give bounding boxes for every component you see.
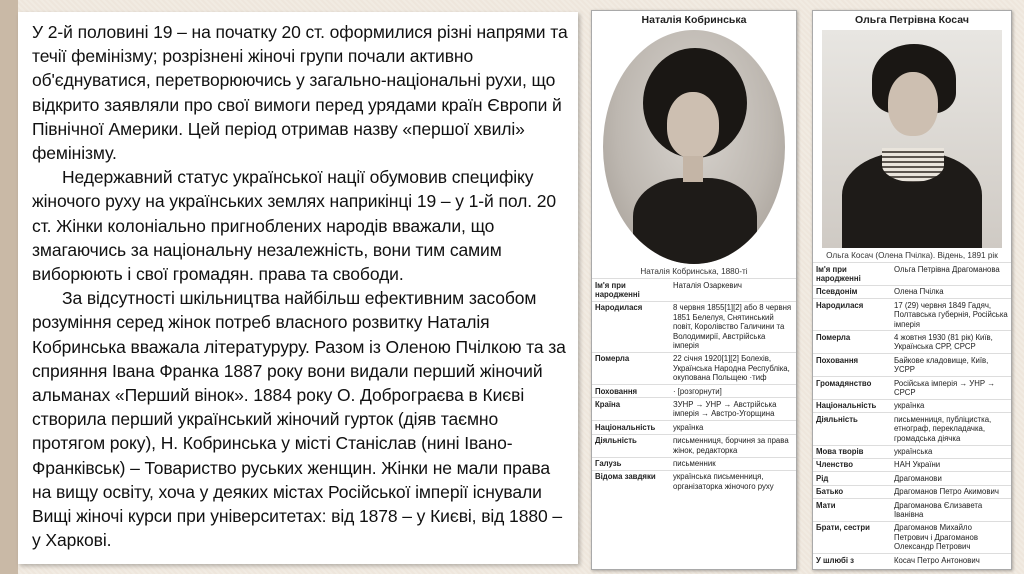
- infobox-key: Членство: [813, 458, 891, 471]
- infobox-value[interactable]: · [розгорнути]: [670, 385, 796, 398]
- infobox-value[interactable]: Ольга Петрівна Драгоманова: [891, 263, 1011, 286]
- paragraph-2: Недержавний статус української нації обумовив специфіку жіночого руху на українських землях наприкінці 19 – у 1-й пол. 20 ст. Жінки колоніально пригноблених народів вважали, що змагаючись за національну незалежність, вони тим самим виборюють і свої громадян. права та свободи.: [32, 167, 556, 285]
- infobox-key: Поховання: [592, 385, 670, 398]
- infobox-table: [592, 278, 796, 493]
- infobox-row: [813, 299, 1011, 331]
- infobox-row: [592, 398, 796, 421]
- infobox-key: Псевдонім: [813, 285, 891, 298]
- infobox-value[interactable]: Драгоманов Петро Акимович: [891, 485, 1011, 498]
- infobox-value[interactable]: українська: [891, 445, 1011, 458]
- infobox-value[interactable]: Косач Петро Антонович: [891, 554, 1011, 567]
- infobox-row: [813, 263, 1011, 286]
- infobox-value[interactable]: Байкове кладовище, Київ, УСРР: [891, 354, 1011, 377]
- infobox-row: [592, 279, 796, 302]
- portrait-caption: Ольга Косач (Олена Пчілка). Відень, 1891 рік: [826, 251, 998, 260]
- infobox-row: [813, 485, 1011, 498]
- infobox-value[interactable]: українка: [891, 399, 1011, 412]
- infobox-value[interactable]: 17 (29) червня 1849 Гадяч, Полтавська губернія, Російська імперія: [891, 299, 1011, 331]
- text-panel: [18, 12, 578, 564]
- infobox-key: Громадянство: [813, 377, 891, 400]
- infobox-row: [813, 413, 1011, 445]
- infobox-key: Відома завдяки: [592, 470, 670, 492]
- infobox-key: Національність: [813, 399, 891, 412]
- infobox-value[interactable]: НАН України: [891, 458, 1011, 471]
- infobox-key: Поховання: [813, 354, 891, 377]
- portrait-caption: Наталія Кобринська, 1880-ті: [640, 267, 748, 276]
- infobox-row: [592, 470, 796, 492]
- infobox-row: [813, 458, 1011, 471]
- infobox-row: [813, 399, 1011, 412]
- portrait-kobrynska: [603, 30, 785, 264]
- infobox-row: [813, 377, 1011, 400]
- infobox-key: Народилася: [592, 301, 670, 352]
- infobox-row: [813, 354, 1011, 377]
- infobox-value[interactable]: Драгоманови: [891, 472, 1011, 485]
- infobox-row: [592, 385, 796, 398]
- paragraph-3: За відсутності шкільництва найбільш ефективним засобом розуміння серед жінок потреб власного розвитку Наталія Кобринська вважала літературуру. Разом із Оленою Пчілкою та за сприяння Івана Франка 1887 року вони видали перший жіночий альманах «Перший вінок». 1884 року О. Доброграєва в Києві створила перший український жіночий гурток (діяв таємно протягом року), Н. Кобринська у місті Станіслав (нині Івано-Франківськ) – Товариство руських женщин. Жінки не мали права на вищу освіту, хоча у деяких містах Російської імперії існували Вищі жіночі курси при університетах: від 1878 – у Києві, від 1880 – у Харкові.: [32, 288, 566, 551]
- infobox-row: [592, 301, 796, 352]
- infobox-value[interactable]: Драгоманова Єлизавета Іванівна: [891, 499, 1011, 522]
- infobox-value[interactable]: Наталія Озаркевич: [670, 279, 796, 302]
- infobox-key: У шлюбі з: [813, 554, 891, 567]
- infobox-value[interactable]: письменниця, публіцистка, етнограф, перекладачка, громадська діячка: [891, 413, 1011, 445]
- infobox-value[interactable]: 8 червня 1855[1][2] або 8 червня 1851 Белелуя, Снятинський повіт, Королівство Галичини та Володимирії, Австрійська імперія: [670, 301, 796, 352]
- infobox-key: Померла: [813, 331, 891, 354]
- infobox-row: [813, 554, 1011, 567]
- portrait-kosach: [822, 30, 1002, 248]
- infobox-value[interactable]: 4 жовтня 1930 (81 рік) Київ, Українська СРР, СРСР: [891, 331, 1011, 354]
- infobox-key: Мова творів: [813, 445, 891, 458]
- infobox-key: Брати, сестри: [813, 521, 891, 553]
- infobox-key: Ім'я при народженні: [592, 279, 670, 302]
- infobox-value[interactable]: письменниця, борчиня за права жінок, редакторка: [670, 434, 796, 457]
- infobox-row: [592, 352, 796, 384]
- infobox-value[interactable]: українська письменниця, організаторка жіночого руху: [670, 470, 796, 492]
- infobox-row: [813, 331, 1011, 354]
- infobox-key: Мати: [813, 499, 891, 522]
- infobox-key: Ім'я при народженні: [813, 263, 891, 286]
- infobox-kosach: [812, 10, 1012, 570]
- infobox-value[interactable]: ЗУНР → УНР → Австрійська імперія → Австро-Угорщина: [670, 398, 796, 421]
- infobox-table: [813, 262, 1011, 567]
- infobox-title: Наталія Кобринська: [641, 14, 747, 26]
- left-decor-strip: [0, 0, 18, 574]
- infobox-value[interactable]: українка: [670, 421, 796, 434]
- infobox-key: Рід: [813, 472, 891, 485]
- infobox-row: [813, 472, 1011, 485]
- infobox-key: Національність: [592, 421, 670, 434]
- infobox-key: Діяльність: [592, 434, 670, 457]
- infobox-row: [813, 445, 1011, 458]
- infobox-key: Діяльність: [813, 413, 891, 445]
- infobox-key: Країна: [592, 398, 670, 421]
- infobox-key: Народилася: [813, 299, 891, 331]
- infobox-row: [813, 499, 1011, 522]
- infobox-row: [813, 521, 1011, 553]
- infobox-value[interactable]: 22 січня 1920[1][2] Болехів, Українська Народна Республіка, окупована Польщею ·тиф: [670, 352, 796, 384]
- infobox-row: [592, 457, 796, 470]
- infobox-title: Ольга Петрівна Косач: [855, 14, 969, 26]
- infobox-value[interactable]: Олена Пчілка: [891, 285, 1011, 298]
- infobox-key: Померла: [592, 352, 670, 384]
- infobox-key: Галузь: [592, 457, 670, 470]
- infobox-row: [592, 434, 796, 457]
- infobox-value[interactable]: Драгоманов Михайло Петрович і Драгоманов Олександр Петрович: [891, 521, 1011, 553]
- infobox-value[interactable]: письменник: [670, 457, 796, 470]
- infobox-row: [813, 285, 1011, 298]
- paragraph-1: У 2-й половині 19 – на початку 20 ст. оформилися різні напрями та течії фемінізму; розрізнені жіночі групи почали активно об'єднуватися, перетворюючись у загально-національні рухи, що відкрито заявляли про свої вимоги перед урядами країн Європи й Північної Америки. Цей період отримав назву «першої хвилі» фемінізму.: [32, 22, 568, 164]
- infobox-kobrynska: [591, 10, 797, 570]
- infobox-value[interactable]: Російська імперія → УНР → СРСР: [891, 377, 1011, 400]
- infobox-key: Батько: [813, 485, 891, 498]
- infobox-row: [592, 421, 796, 434]
